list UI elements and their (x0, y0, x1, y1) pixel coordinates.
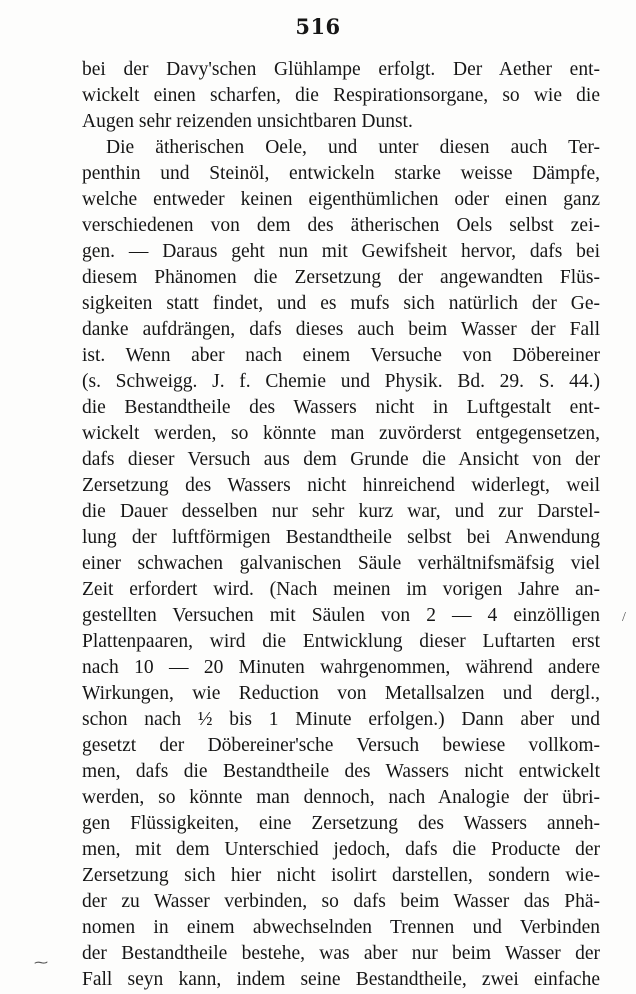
text-line: wickelt werden, so könnte man zuvörderst entgegensetzen, (82, 423, 600, 444)
text-line: ist. Wenn aber nach einem Versuche von Döbereiner (82, 345, 600, 366)
text-line: die Bestandtheile des Wassers nicht in Luftgestalt ent- (82, 397, 600, 418)
text-line: einer schwachen galvanischen Säule verhältnifsmäfsig viel (82, 553, 600, 574)
text-line: Fall seyn kann, indem seine Bestandtheile, zwei einfache (82, 969, 600, 990)
text-line: Zeit erfordert wird. (Nach meinen im vorigen Jahre an- (82, 579, 600, 600)
text-line: nach 10 — 20 Minuten wahrgenommen, während andere (82, 657, 600, 678)
text-line: werden, so könnte man dennoch, nach Analogie der übri- (82, 787, 600, 808)
text-line: sigkeiten statt findet, und es mufs sich natürlich der Ge- (82, 293, 600, 314)
text-line: Wirkungen, wie Reduction von Metallsalzen und dergl., (82, 683, 600, 704)
text-line: diesem Phänomen die Zersetzung der angewandten Flüs- (82, 267, 600, 288)
text-line: dafs dieser Versuch aus dem Grunde die Ansicht von der (82, 449, 600, 470)
text-line: (s. Schweigg. J. f. Chemie und Physik. Bd. 29. S. 44.) (82, 371, 600, 392)
text-line: gen. — Daraus geht nun mit Gewifsheit hervor, dafs bei (82, 241, 600, 262)
text-line: bei der Davy'schen Glühlampe erfolgt. Der Aether ent- (82, 59, 600, 80)
text-line: gestellten Versuchen mit Säulen von 2 — 4 einzölligen (82, 605, 600, 626)
text-line: danke aufdrängen, dafs dieses auch beim Wasser der Fall (82, 319, 600, 340)
text-line: men, mit dem Unterschied jedoch, dafs die Producte der (82, 839, 600, 860)
text-line: schon nach ½ bis 1 Minute erfolgen.) Dann aber und (82, 709, 600, 730)
text-line: verschiedenen von dem des ätherischen Oels selbst zei- (82, 215, 600, 236)
text-line: gen Flüssigkeiten, eine Zersetzung des Wassers anneh- (82, 813, 600, 834)
text-line: welche entweder keinen eigenthümlichen oder einen ganz (82, 189, 600, 210)
text-line: penthin und Steinöl, entwickeln starke weisse Dämpfe, (82, 163, 600, 184)
text-line: gesetzt der Döbereiner'sche Versuch bewiese vollkom- (82, 735, 600, 756)
body-text (82, 57, 600, 993)
text-line: wickelt einen scharfen, die Respirationsorgane, so wie die (82, 85, 600, 106)
text-line: Die ätherischen Oele, und unter diesen auch Ter- (106, 137, 600, 158)
text-line: Zersetzung des Wassers nicht hinreichend widerlegt, weil (82, 475, 600, 496)
text-line: Zersetzung sich hier nicht isolirt darstellen, sondern wie- (82, 865, 600, 886)
text-line: Augen sehr reizenden unsichtbaren Dunst. (82, 111, 413, 132)
margin-dash-mark: ⁓ (34, 956, 48, 971)
text-line: Plattenpaaren, wird die Entwicklung dieser Luftarten erst (82, 631, 600, 652)
text-line: nomen in einem abwechselnden Trennen und Verbinden (82, 917, 600, 938)
margin-stroke-mark: / (622, 610, 626, 625)
text-line: lung der luftförmigen Bestandtheile selbst bei Anwendung (82, 527, 600, 548)
text-line: der Bestandtheile bestehe, was aber nur beim Wasser der (82, 943, 600, 964)
text-line: der zu Wasser verbinden, so dafs beim Wasser das Phä- (82, 891, 600, 912)
page-number: 516 (295, 14, 341, 39)
text-line: men, dafs die Bestandtheile des Wassers nicht entwickelt (82, 761, 600, 782)
text-line: die Dauer desselben nur sehr kurz war, und zur Darstel- (82, 501, 600, 522)
